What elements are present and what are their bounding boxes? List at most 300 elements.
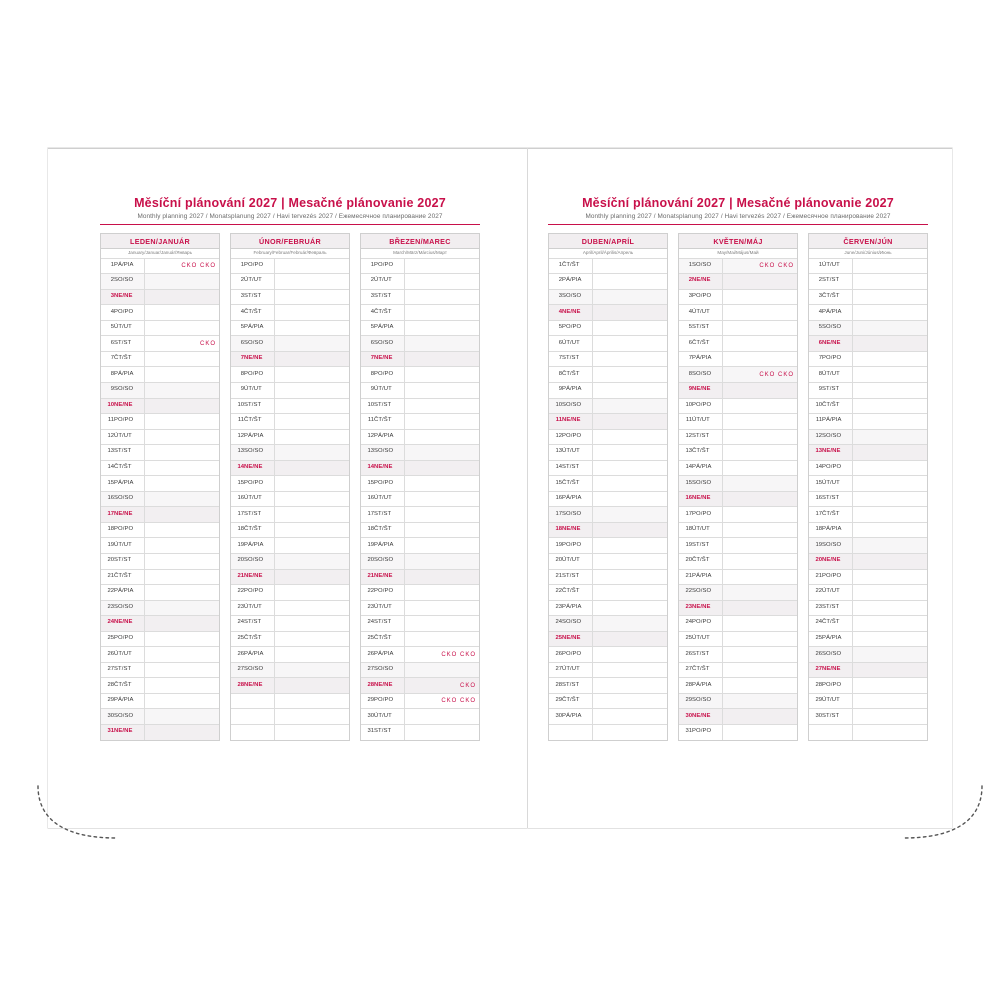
table-row xyxy=(101,382,219,398)
day-note-cell[interactable] xyxy=(405,693,480,709)
day-note-cell[interactable] xyxy=(405,320,480,336)
day-note-cell[interactable] xyxy=(723,305,798,321)
day-note-cell[interactable] xyxy=(405,507,480,523)
day-note-cell[interactable] xyxy=(723,289,798,305)
table-row xyxy=(809,289,927,305)
table-row xyxy=(101,336,219,352)
day-note-cell[interactable] xyxy=(593,569,668,585)
table-row xyxy=(231,631,349,647)
day-note-cell[interactable] xyxy=(275,600,350,616)
day-of-week: ST/ST xyxy=(374,507,405,523)
day-note-cell[interactable] xyxy=(405,382,480,398)
day-note-cell[interactable] xyxy=(405,274,480,290)
day-note-cell[interactable] xyxy=(723,600,798,616)
table-row xyxy=(809,600,927,616)
day-note-cell[interactable] xyxy=(853,507,928,523)
day-note-cell[interactable] xyxy=(145,445,220,461)
table-row xyxy=(809,476,927,492)
day-note-cell[interactable] xyxy=(145,336,220,352)
table-row xyxy=(361,305,479,321)
day-note-cell[interactable] xyxy=(145,585,220,601)
day-note-cell[interactable] xyxy=(853,569,928,585)
day-annotation: CKO CKO xyxy=(759,262,794,269)
day-note-cell[interactable] xyxy=(145,678,220,694)
day-note-cell[interactable] xyxy=(853,600,928,616)
table-row xyxy=(361,367,479,383)
day-note-cell[interactable] xyxy=(275,631,350,647)
day-of-week: ST/ST xyxy=(822,709,853,725)
table-row xyxy=(231,709,349,725)
day-note-cell[interactable] xyxy=(853,522,928,538)
day-note-cell[interactable] xyxy=(405,585,480,601)
day-note-cell[interactable] xyxy=(723,460,798,476)
day-note-cell[interactable] xyxy=(853,382,928,398)
day-note-cell[interactable] xyxy=(145,305,220,321)
day-note-cell[interactable] xyxy=(853,662,928,678)
table-row xyxy=(549,429,667,445)
day-note-cell[interactable] xyxy=(853,616,928,632)
day-note-cell[interactable] xyxy=(405,258,480,274)
table-row xyxy=(101,274,219,290)
day-note-cell[interactable] xyxy=(853,460,928,476)
table-row xyxy=(549,382,667,398)
day-of-week: ČT/ŠT xyxy=(244,522,275,538)
day-note-cell[interactable] xyxy=(723,351,798,367)
day-note-cell[interactable] xyxy=(593,367,668,383)
day-note-cell[interactable] xyxy=(723,569,798,585)
day-note-cell[interactable] xyxy=(405,569,480,585)
day-number: 7 xyxy=(809,351,822,367)
day-note-cell[interactable] xyxy=(853,631,928,647)
day-note-cell[interactable] xyxy=(405,538,480,554)
day-note-cell[interactable] xyxy=(593,631,668,647)
day-note-cell[interactable] xyxy=(593,709,668,725)
day-of-week: ÚT/UT xyxy=(244,382,275,398)
day-note-cell[interactable] xyxy=(275,429,350,445)
day-note-cell[interactable] xyxy=(275,662,350,678)
day-note-cell[interactable] xyxy=(853,274,928,290)
day-of-week: ST/ST xyxy=(692,320,723,336)
table-row xyxy=(361,491,479,507)
day-number: 5 xyxy=(679,320,692,336)
day-note-cell[interactable] xyxy=(405,305,480,321)
day-note-cell[interactable] xyxy=(405,351,480,367)
day-note-cell[interactable] xyxy=(593,693,668,709)
day-of-week: PO/PO xyxy=(244,258,275,274)
day-number: 10 xyxy=(361,398,374,414)
day-note-cell[interactable] xyxy=(405,476,480,492)
day-of-week: ÚT/UT xyxy=(374,600,405,616)
day-note-cell[interactable] xyxy=(723,725,798,740)
day-note-cell[interactable] xyxy=(405,289,480,305)
day-note-cell[interactable] xyxy=(593,553,668,569)
day-note-cell[interactable] xyxy=(853,585,928,601)
day-note-cell[interactable] xyxy=(145,553,220,569)
day-of-week: ST/ST xyxy=(374,398,405,414)
day-note-cell[interactable] xyxy=(723,491,798,507)
day-note-cell[interactable] xyxy=(275,647,350,663)
day-note-cell[interactable] xyxy=(145,569,220,585)
day-note-cell[interactable] xyxy=(853,491,928,507)
table-row xyxy=(231,600,349,616)
day-of-week: ST/ST xyxy=(562,569,593,585)
day-note-cell[interactable] xyxy=(145,351,220,367)
day-note-cell[interactable] xyxy=(275,585,350,601)
day-of-week: PÁ/PIA xyxy=(822,631,853,647)
day-note-cell[interactable] xyxy=(593,725,668,740)
table-row xyxy=(549,585,667,601)
day-note-cell[interactable] xyxy=(275,709,350,725)
day-note-cell[interactable] xyxy=(853,351,928,367)
table-row xyxy=(549,351,667,367)
day-of-week: ST/ST xyxy=(244,398,275,414)
day-of-week: ST/ST xyxy=(374,289,405,305)
day-note-cell[interactable] xyxy=(405,414,480,430)
table-row xyxy=(549,414,667,430)
day-note-cell[interactable] xyxy=(405,491,480,507)
table-row xyxy=(101,305,219,321)
day-note-cell[interactable] xyxy=(275,538,350,554)
day-number: 18 xyxy=(101,522,114,538)
day-note-cell[interactable] xyxy=(723,553,798,569)
day-note-cell[interactable] xyxy=(853,429,928,445)
day-note-cell[interactable] xyxy=(275,258,350,274)
day-note-cell[interactable] xyxy=(593,305,668,321)
table-row xyxy=(679,725,797,740)
day-number: 7 xyxy=(679,351,692,367)
day-note-cell[interactable] xyxy=(145,631,220,647)
day-note-cell[interactable] xyxy=(275,476,350,492)
day-note-cell[interactable] xyxy=(405,616,480,632)
day-note-cell[interactable] xyxy=(405,600,480,616)
day-note-cell[interactable] xyxy=(853,476,928,492)
day-note-cell[interactable] xyxy=(593,460,668,476)
table-row xyxy=(809,585,927,601)
day-of-week: PÁ/PIA xyxy=(562,709,593,725)
table-row xyxy=(679,709,797,725)
month-header xyxy=(101,234,219,249)
day-note-cell[interactable] xyxy=(723,382,798,398)
day-number: 4 xyxy=(809,305,822,321)
day-note-cell[interactable] xyxy=(275,414,350,430)
day-number: 10 xyxy=(549,398,562,414)
day-note-cell[interactable] xyxy=(405,429,480,445)
month-block xyxy=(548,233,668,741)
day-note-cell[interactable] xyxy=(593,678,668,694)
day-note-cell[interactable] xyxy=(853,320,928,336)
day-note-cell[interactable] xyxy=(145,616,220,632)
day-of-week: ČT/ŠT xyxy=(114,678,145,694)
day-note-cell[interactable] xyxy=(593,507,668,523)
day-note-cell[interactable] xyxy=(145,367,220,383)
day-number: 20 xyxy=(361,553,374,569)
day-note-cell[interactable] xyxy=(593,414,668,430)
left-page xyxy=(100,196,480,741)
day-note-cell[interactable] xyxy=(405,398,480,414)
day-note-cell[interactable] xyxy=(145,709,220,725)
day-note-cell[interactable] xyxy=(723,507,798,523)
day-note-cell[interactable] xyxy=(275,553,350,569)
day-note-cell[interactable] xyxy=(145,507,220,523)
day-number: 3 xyxy=(231,289,244,305)
day-note-cell[interactable] xyxy=(593,600,668,616)
day-number xyxy=(231,709,244,725)
day-note-cell[interactable] xyxy=(853,398,928,414)
day-note-cell[interactable] xyxy=(723,678,798,694)
day-note-cell[interactable] xyxy=(145,429,220,445)
day-note-cell[interactable] xyxy=(593,647,668,663)
day-note-cell[interactable] xyxy=(275,522,350,538)
table-row xyxy=(101,553,219,569)
day-of-week: PO/PO xyxy=(692,398,723,414)
day-note-cell[interactable] xyxy=(853,678,928,694)
day-note-cell[interactable] xyxy=(723,414,798,430)
day-of-week: NE/NE xyxy=(562,631,593,647)
day-of-week: SO/SO xyxy=(562,398,593,414)
day-number: 26 xyxy=(361,647,374,663)
day-note-cell[interactable] xyxy=(145,522,220,538)
day-note-cell[interactable] xyxy=(145,538,220,554)
day-of-week: SO/SO xyxy=(374,662,405,678)
day-note-cell[interactable] xyxy=(723,631,798,647)
day-note-cell[interactable] xyxy=(723,647,798,663)
day-number: 20 xyxy=(101,553,114,569)
day-note-cell[interactable] xyxy=(405,336,480,352)
day-note-cell[interactable] xyxy=(853,305,928,321)
day-note-cell[interactable] xyxy=(853,336,928,352)
table-row xyxy=(549,274,667,290)
day-note-cell[interactable] xyxy=(593,445,668,461)
day-note-cell[interactable] xyxy=(593,476,668,492)
day-note-cell[interactable] xyxy=(405,678,480,694)
table-row xyxy=(809,522,927,538)
day-note-cell[interactable] xyxy=(853,258,928,274)
day-note-cell[interactable] xyxy=(853,693,928,709)
day-note-cell[interactable] xyxy=(593,491,668,507)
day-note-cell[interactable] xyxy=(275,693,350,709)
table-row xyxy=(549,476,667,492)
table-row xyxy=(231,289,349,305)
day-note-cell[interactable] xyxy=(723,336,798,352)
day-number: 13 xyxy=(101,445,114,461)
day-note-cell[interactable] xyxy=(275,678,350,694)
table-row xyxy=(679,414,797,430)
table-row xyxy=(809,725,927,740)
day-number: 26 xyxy=(679,647,692,663)
day-number: 11 xyxy=(679,414,692,430)
day-note-cell[interactable] xyxy=(723,398,798,414)
day-number: 6 xyxy=(231,336,244,352)
day-of-week: PO/PO xyxy=(692,289,723,305)
day-note-cell[interactable] xyxy=(275,616,350,632)
day-note-cell[interactable] xyxy=(405,647,480,663)
day-of-week: NE/NE xyxy=(692,382,723,398)
day-of-week: ČT/ŠT xyxy=(822,398,853,414)
day-note-cell[interactable] xyxy=(723,445,798,461)
day-note-cell[interactable] xyxy=(723,367,798,383)
day-note-cell[interactable] xyxy=(593,538,668,554)
table-row xyxy=(549,320,667,336)
page-subtitle: Monthly planning 2027 / Monatsplanung 2027 / Havi tervezés 2027 / Ежемесячное планирование 2027 xyxy=(137,213,443,220)
day-note-cell[interactable] xyxy=(275,336,350,352)
day-note-cell[interactable] xyxy=(145,460,220,476)
day-note-cell[interactable] xyxy=(145,662,220,678)
day-note-cell[interactable] xyxy=(145,382,220,398)
day-of-week: ČT/ŠT xyxy=(114,569,145,585)
day-note-cell[interactable] xyxy=(275,351,350,367)
day-of-week: NE/NE xyxy=(244,569,275,585)
day-of-week: PÁ/PIA xyxy=(244,429,275,445)
table-row xyxy=(549,538,667,554)
table-row xyxy=(679,351,797,367)
day-note-cell[interactable] xyxy=(723,662,798,678)
day-number: 26 xyxy=(231,647,244,663)
day-number: 11 xyxy=(809,414,822,430)
day-note-cell[interactable] xyxy=(853,367,928,383)
day-note-cell[interactable] xyxy=(405,725,480,740)
day-note-cell[interactable] xyxy=(723,538,798,554)
day-note-cell[interactable] xyxy=(593,429,668,445)
day-note-cell[interactable] xyxy=(593,662,668,678)
day-note-cell[interactable] xyxy=(275,398,350,414)
table-row xyxy=(361,476,479,492)
day-note-cell[interactable] xyxy=(275,305,350,321)
day-note-cell[interactable] xyxy=(593,616,668,632)
day-note-cell[interactable] xyxy=(593,258,668,274)
table-row xyxy=(231,678,349,694)
table-row xyxy=(361,274,479,290)
day-number: 5 xyxy=(361,320,374,336)
day-of-week: ÚT/UT xyxy=(822,585,853,601)
day-of-week: SO/SO xyxy=(374,445,405,461)
day-note-cell[interactable] xyxy=(723,522,798,538)
day-note-cell[interactable] xyxy=(593,382,668,398)
day-note-cell[interactable] xyxy=(145,476,220,492)
day-note-cell[interactable] xyxy=(145,600,220,616)
day-note-cell[interactable] xyxy=(723,693,798,709)
table-row xyxy=(361,460,479,476)
day-note-cell[interactable] xyxy=(593,522,668,538)
table-row xyxy=(231,476,349,492)
day-note-cell[interactable] xyxy=(275,274,350,290)
day-number: 15 xyxy=(361,476,374,492)
day-note-cell[interactable] xyxy=(275,382,350,398)
day-number: 9 xyxy=(549,382,562,398)
day-note-cell[interactable] xyxy=(593,336,668,352)
day-of-week: ST/ST xyxy=(374,616,405,632)
day-number: 11 xyxy=(361,414,374,430)
day-of-week: NE/NE xyxy=(692,600,723,616)
table-row xyxy=(101,616,219,632)
day-note-cell[interactable] xyxy=(593,351,668,367)
day-note-cell[interactable] xyxy=(275,491,350,507)
day-of-week: NE/NE xyxy=(114,725,145,740)
day-note-cell[interactable] xyxy=(275,725,350,740)
day-note-cell[interactable] xyxy=(405,709,480,725)
day-note-cell[interactable] xyxy=(853,647,928,663)
day-note-cell[interactable] xyxy=(405,460,480,476)
day-note-cell[interactable] xyxy=(145,647,220,663)
month-day-table xyxy=(549,258,667,740)
table-row xyxy=(679,320,797,336)
day-note-cell[interactable] xyxy=(145,320,220,336)
day-note-cell[interactable] xyxy=(853,725,928,740)
day-note-cell[interactable] xyxy=(853,289,928,305)
day-note-cell[interactable] xyxy=(593,585,668,601)
day-of-week: SO/SO xyxy=(692,367,723,383)
day-note-cell[interactable] xyxy=(723,258,798,274)
day-note-cell[interactable] xyxy=(405,631,480,647)
day-note-cell[interactable] xyxy=(723,616,798,632)
day-of-week: SO/SO xyxy=(822,429,853,445)
day-of-week: ČT/ŠT xyxy=(244,414,275,430)
day-note-cell[interactable] xyxy=(593,289,668,305)
day-note-cell[interactable] xyxy=(405,553,480,569)
day-note-cell[interactable] xyxy=(145,491,220,507)
table-row xyxy=(809,647,927,663)
table-row xyxy=(101,507,219,523)
day-of-week: NE/NE xyxy=(114,507,145,523)
day-note-cell[interactable] xyxy=(723,709,798,725)
day-note-cell[interactable] xyxy=(275,507,350,523)
day-note-cell[interactable] xyxy=(853,445,928,461)
day-note-cell[interactable] xyxy=(853,414,928,430)
table-row xyxy=(361,600,479,616)
day-note-cell[interactable] xyxy=(405,445,480,461)
day-note-cell[interactable] xyxy=(405,662,480,678)
day-note-cell[interactable] xyxy=(723,320,798,336)
day-note-cell[interactable] xyxy=(275,569,350,585)
table-row xyxy=(361,678,479,694)
day-note-cell[interactable] xyxy=(853,553,928,569)
day-note-cell[interactable] xyxy=(275,367,350,383)
table-row xyxy=(231,725,349,740)
day-of-week: ST/ST xyxy=(244,616,275,632)
day-note-cell[interactable] xyxy=(275,445,350,461)
day-note-cell[interactable] xyxy=(723,476,798,492)
day-note-cell[interactable] xyxy=(723,585,798,601)
day-note-cell[interactable] xyxy=(723,274,798,290)
day-note-cell[interactable] xyxy=(145,258,220,274)
day-note-cell[interactable] xyxy=(275,320,350,336)
table-row xyxy=(101,522,219,538)
day-note-cell[interactable] xyxy=(145,414,220,430)
table-row xyxy=(679,678,797,694)
day-note-cell[interactable] xyxy=(145,725,220,740)
day-note-cell[interactable] xyxy=(593,274,668,290)
day-note-cell[interactable] xyxy=(853,709,928,725)
day-note-cell[interactable] xyxy=(275,460,350,476)
day-note-cell[interactable] xyxy=(593,320,668,336)
day-note-cell[interactable] xyxy=(145,274,220,290)
day-note-cell[interactable] xyxy=(723,429,798,445)
day-note-cell[interactable] xyxy=(405,367,480,383)
day-note-cell[interactable] xyxy=(275,289,350,305)
table-row xyxy=(549,305,667,321)
day-note-cell[interactable] xyxy=(145,693,220,709)
day-number: 26 xyxy=(809,647,822,663)
day-of-week: ČT/ŠT xyxy=(374,305,405,321)
day-note-cell[interactable] xyxy=(853,538,928,554)
day-number: 3 xyxy=(101,289,114,305)
table-row xyxy=(809,616,927,632)
day-of-week: PÁ/PIA xyxy=(374,647,405,663)
day-note-cell[interactable] xyxy=(593,398,668,414)
day-note-cell[interactable] xyxy=(145,398,220,414)
day-note-cell[interactable] xyxy=(405,522,480,538)
day-note-cell[interactable] xyxy=(145,289,220,305)
day-number: 12 xyxy=(231,429,244,445)
